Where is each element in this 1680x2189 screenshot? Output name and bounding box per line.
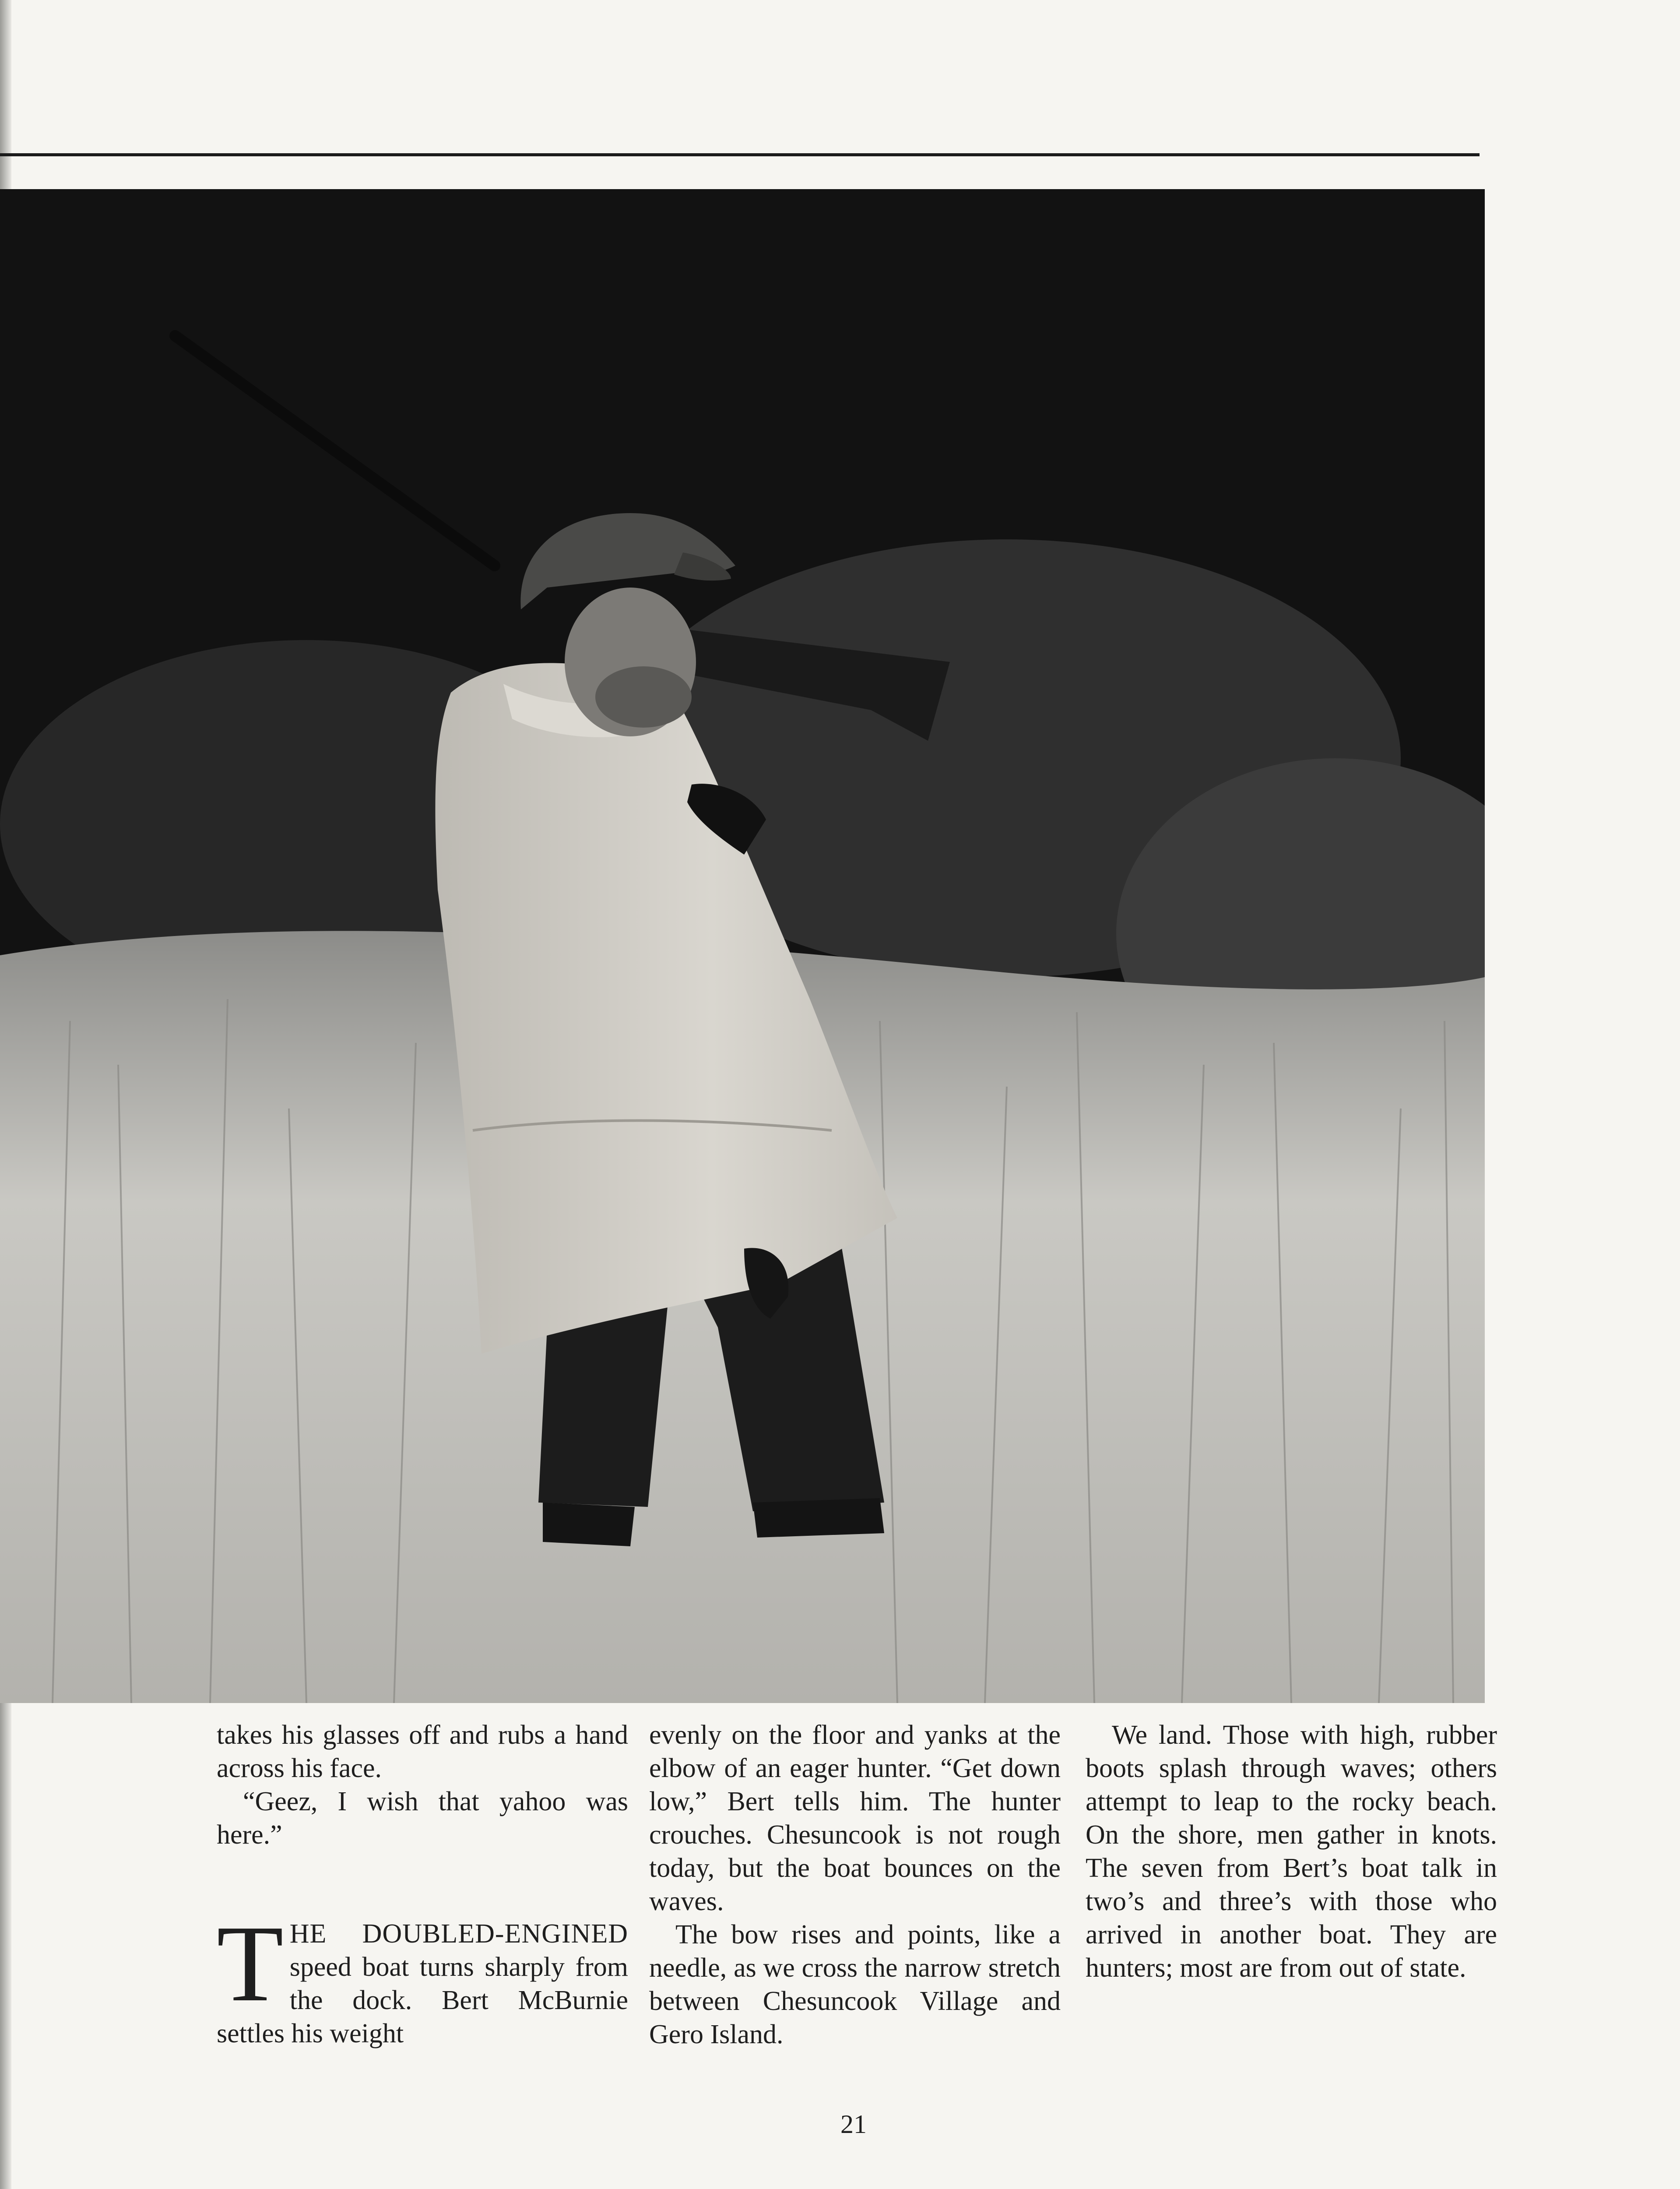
text-column-3 bbox=[1086, 1718, 1497, 1985]
lead-in-caps: HE DOUBLED-ENGINED bbox=[289, 1919, 628, 1949]
paragraph: “Geez, I wish that yahoo was here.” bbox=[217, 1787, 628, 1850]
top-rule bbox=[0, 153, 1480, 156]
section-opening-paragraph bbox=[217, 1903, 628, 2050]
paragraph: takes his glasses off and rubs a hand across his face. bbox=[217, 1720, 628, 1783]
paragraph-text: speed boat turns sharply from the dock. Bert McBurnie settles his weight bbox=[217, 1952, 628, 2048]
text-column-1 bbox=[217, 1718, 628, 2050]
page-number: 21 bbox=[840, 2110, 867, 2139]
drop-cap: T bbox=[217, 1903, 284, 2024]
paragraph: We land. Those with high, rubber boots splash through waves; others attempt to leap to the rocky beach. On the shore, men gather in knots. The seven from Bert’s boat talk in two’s and three’s with those who arrived in another boat. They are hunters; most are from out of state. bbox=[1086, 1720, 1497, 1983]
paragraph: The bow rises and points, like a needle, as we cross the narrow stretch between Chesuncook Village and Gero Island. bbox=[649, 1920, 1061, 2049]
hunter-photo bbox=[0, 189, 1485, 1703]
paragraph: evenly on the floor and yanks at the elbow of an eager hunter. “Get down low,” Bert tells him. The hunter crouches. Chesuncook is not rough today, but the boat bounces on the waves. bbox=[649, 1720, 1061, 1916]
text-column-2 bbox=[649, 1718, 1061, 2051]
